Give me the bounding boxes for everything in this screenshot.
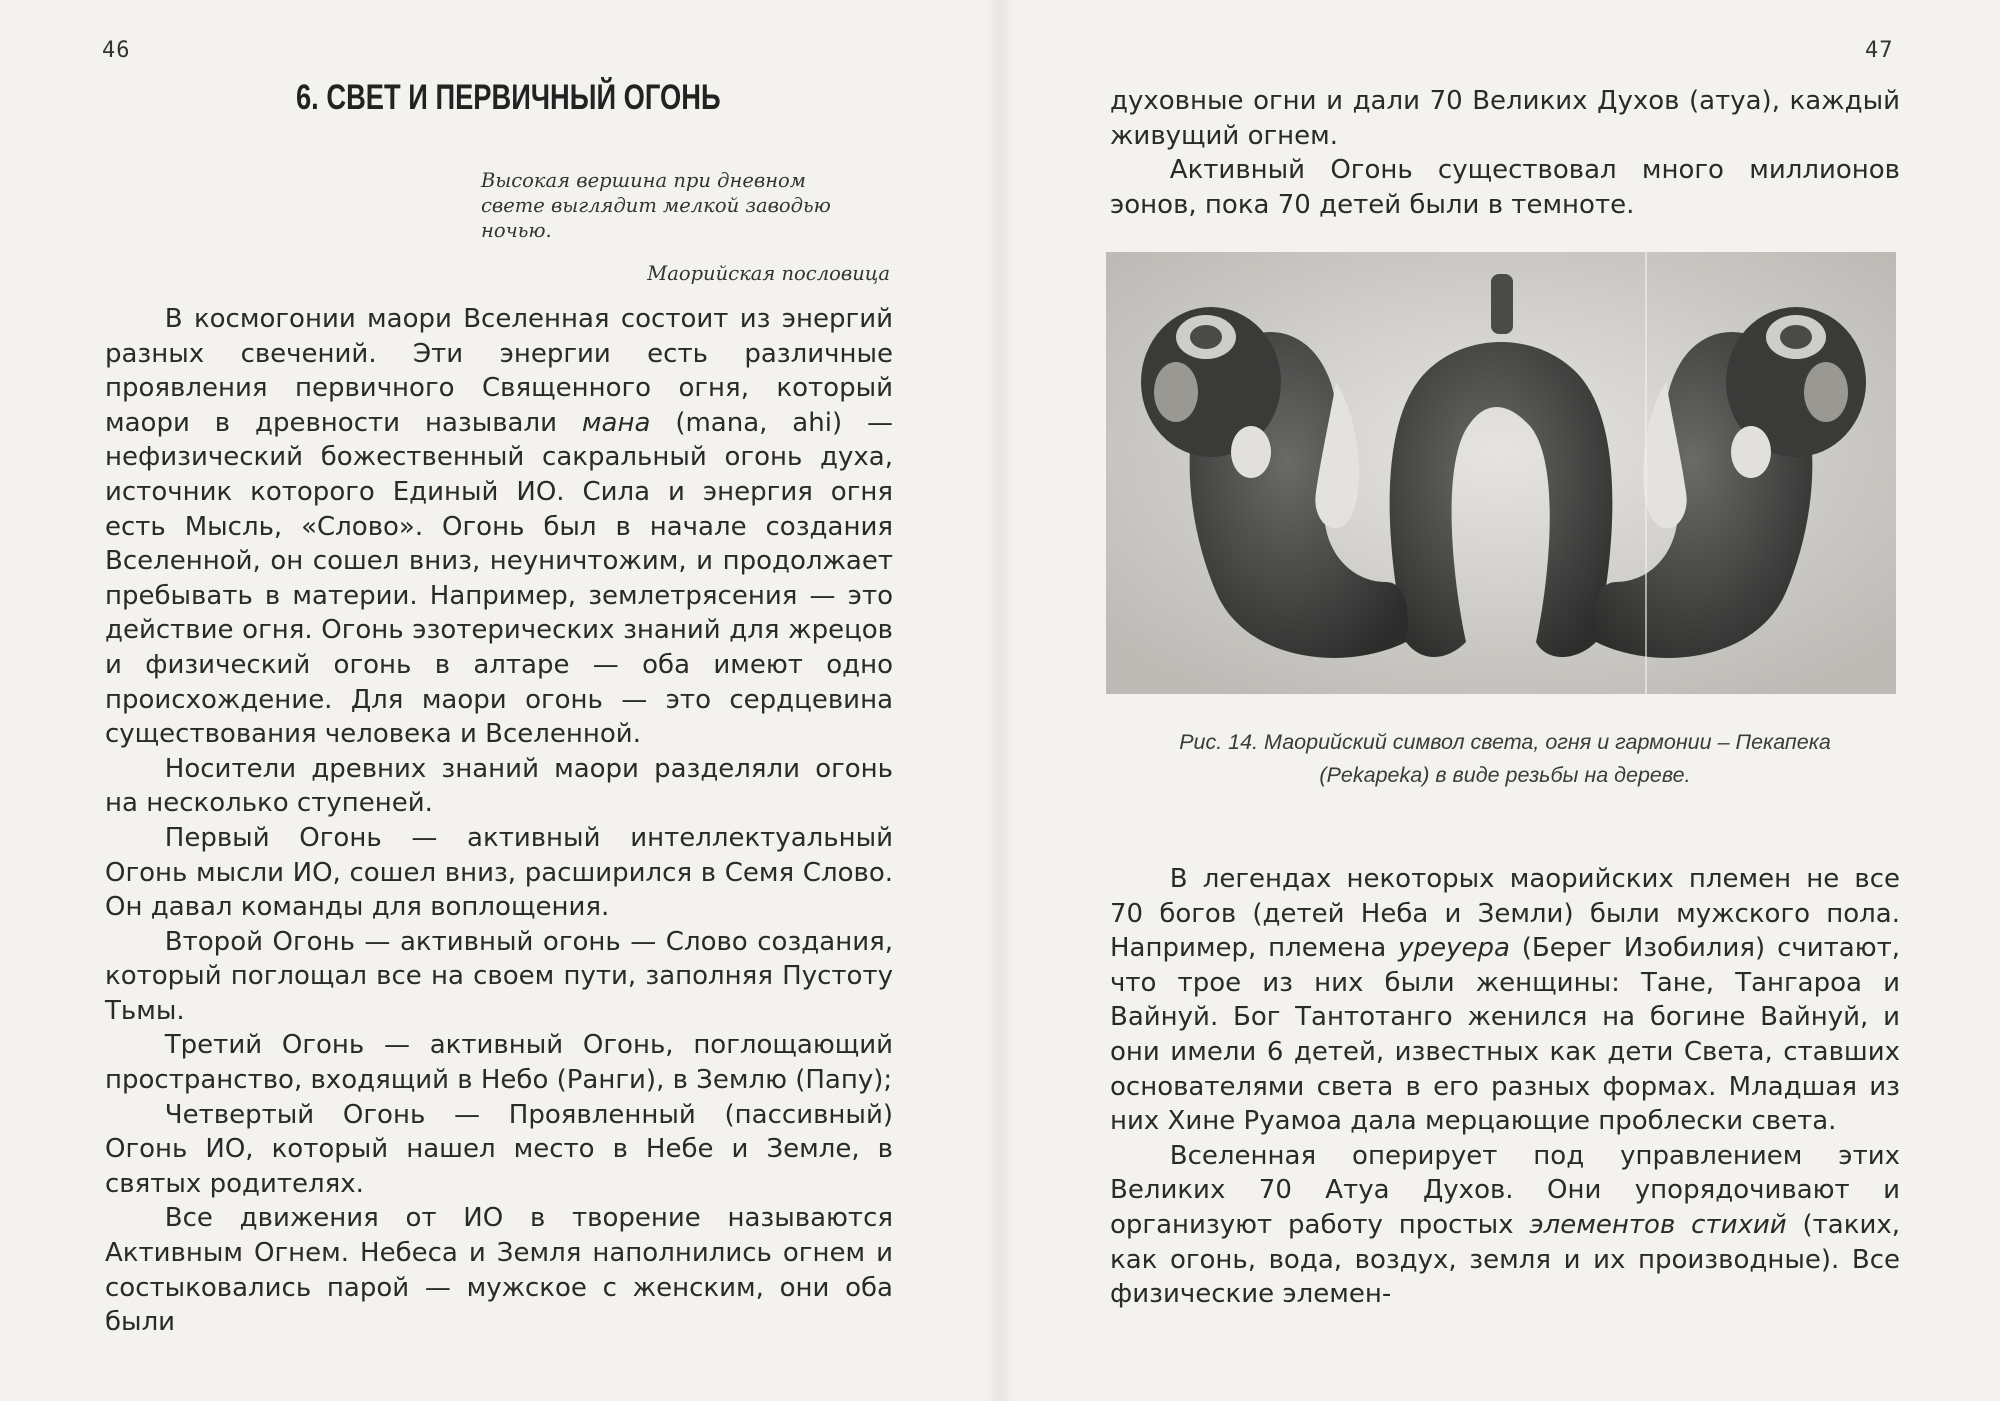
figure-pekapeka xyxy=(1106,252,1896,694)
emphasis-term: элементов стихий xyxy=(1529,1209,1787,1240)
paragraph: В космогонии маори Вселенная состоит из энергий разных свечений. Эти энергии есть различные проявления первичного Священного огня, который маори в древности называли мана (mana, ahi) — нефизический божественный сакральный огонь духа, источник которого Единый ИО. Сила и энергия огня есть Мысль, «Слово». Огонь был в начале создания Вселенной, он сошел вниз, неуничтожим, и продолжает пребывать в материи. Например, землетрясения — это действие огня. Огонь эзотерических знаний для жрецов и физический огонь в алтаре — оба имеют одно происхождение. Для маори огонь — это сердцевина существования человека и Вселенной. xyxy=(105,304,893,750)
epigraph-line: свете выглядит мелкой заводью xyxy=(481,194,831,217)
paragraph: Вселенная оперирует под управлением этих Великих 70 Атуа Духов. Они упорядочивают и организуют работу простых элементов стихий (таких, как огонь, вода, воздух, земля и их производные). Все физические элемен- xyxy=(1110,1140,1900,1310)
left-body-text xyxy=(105,302,893,1340)
epigraph-line: Высокая вершина при дневном xyxy=(481,169,806,192)
caption-line: Рис. 14. Маорийский символ света, огня и гармонии – Пекапека xyxy=(1179,730,1831,754)
paragraph: Второй Огонь — активный огонь — Слово создания, который поглощал все на своем пути, заполняя Пустоту Тьмы. xyxy=(105,926,893,1026)
paragraph: Четвертый Огонь — Проявленный (пассивный) Огонь ИО, который нашел место в Небе и Земле, в святых родителях. xyxy=(105,1099,893,1199)
paragraph: духовные огни и дали 70 Великих Духов (атуа), каждый живущий огнем. xyxy=(1110,86,1900,151)
paragraph: Все движения от ИО в творение называются Активным Огнем. Небеса и Земля наполнились огнем и состыковались парой — мужское с женским, они оба были xyxy=(105,1203,893,1338)
emphasis-term: уреуера xyxy=(1398,933,1510,964)
right-body-text-top xyxy=(1110,84,1900,222)
paragraph: Активный Огонь существовал много миллионов эонов, пока 70 детей были в темноте. xyxy=(1110,155,1900,220)
maori-pekapeka-carving-icon xyxy=(1106,252,1896,694)
paragraph: В легендах некоторых маорийских племен не все 70 богов (детей Неба и Земли) были мужского пола. Например, племена уреуера (Берег Изобилия) считают, что трое из них были женщины: Тане, Тангароа и Вайнуй. Бог Тантотанго женился на богине Вайнуй, и они имели 6 детей, известных как дети Света, ставших основателями света в его разных формах. Младшая из них Хине Руамоа дала мерцающие проблески света. xyxy=(1110,864,1900,1137)
right-body-text-bottom xyxy=(1110,862,1900,1312)
paragraph: Третий Огонь — активный Огонь, поглощающий пространство, входящий в Небо (Ранги), в Землю (Папу); xyxy=(105,1030,893,1096)
chapter-title: 6. СВЕТ И ПЕРВИЧНЫЙ ОГОНЬ xyxy=(296,78,721,117)
epigraph xyxy=(481,168,891,243)
paragraph: Носители древних знаний маори разделяли огонь на несколько ступеней. xyxy=(105,753,893,819)
emphasis-term: мана xyxy=(581,407,651,438)
epigraph-source: Маорийская пословица xyxy=(647,262,890,285)
page-number-left: 46 xyxy=(102,38,131,63)
caption-line: (Pekapeka) в виде резьбы на дереве. xyxy=(1319,763,1691,787)
figure-caption xyxy=(1110,726,1900,792)
epigraph-line: ночью. xyxy=(481,219,552,242)
paragraph: Первый Огонь — активный интеллектуальный Огонь мысли ИО, сошел вниз, расширился в Семя Слово. Он давал команды для воплощения. xyxy=(105,822,893,923)
page-number-right: 47 xyxy=(1865,38,1894,63)
right-page xyxy=(1000,0,2000,1401)
